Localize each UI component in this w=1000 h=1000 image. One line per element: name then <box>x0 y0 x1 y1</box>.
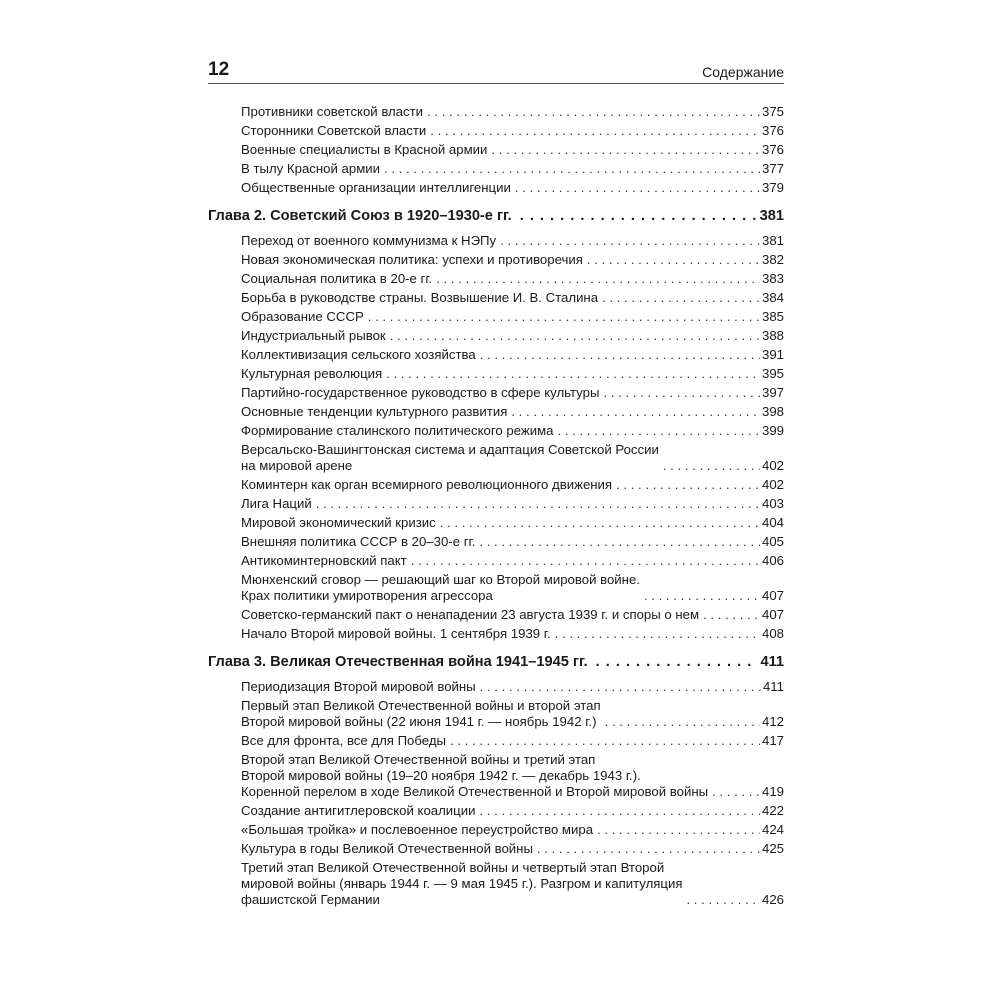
toc-entry-page: 411 <box>762 679 784 694</box>
toc-entry-text <box>241 553 407 569</box>
toc-entry-title: Внешняя политика СССР в 20–30-е гг. <box>241 534 476 549</box>
toc-entry-text <box>241 366 382 382</box>
toc-entry-page: 395 <box>761 366 784 381</box>
dot-leader <box>479 803 760 819</box>
dot-leader <box>558 423 760 439</box>
toc-entry-page: 379 <box>761 180 784 195</box>
dot-leader <box>686 892 760 908</box>
toc-entry-title-line: Версальско-Вашингтонская система и адаптация Советской России <box>241 442 659 457</box>
toc-entry-text <box>241 123 426 139</box>
toc-entry <box>241 752 784 800</box>
toc-entry-text <box>241 161 380 177</box>
toc-entry-page: 391 <box>761 347 784 362</box>
toc-entry-page: 402 <box>761 477 784 492</box>
toc-entry-text <box>241 477 612 493</box>
chapter-page: 381 <box>759 208 784 224</box>
toc-entry <box>241 698 784 730</box>
toc-entry <box>241 841 784 857</box>
toc-entry-page: 407 <box>761 588 784 603</box>
chapter-title: Глава 2. Советский Союз в 1920–1930-е гг. <box>208 208 512 224</box>
toc-entry-title-line: Мюнхенский сговор — решающий шаг ко Второй мировой войне. <box>241 572 640 587</box>
toc-entry-title: «Большая тройка» и послевоенное переустройство мира <box>241 822 594 837</box>
toc-entry-title: Новая экономическая политика: успехи и противоречия <box>241 252 583 267</box>
toc-entry <box>241 860 784 908</box>
toc-entry-title-line: Второй этап Великой Отечественной войны и третий этап <box>241 752 596 767</box>
toc-entry-title: Сторонники Советской власти <box>241 123 427 138</box>
toc-entry-page: 404 <box>761 515 784 530</box>
dot-leader <box>616 477 760 493</box>
toc-entry <box>241 366 784 382</box>
toc-entry-page: 388 <box>761 328 784 343</box>
toc-entry-text <box>241 572 640 604</box>
toc-entry-title: Противники советской власти <box>241 104 424 119</box>
toc-entry-text <box>241 752 708 800</box>
dot-leader <box>316 496 760 512</box>
toc-entry-text <box>241 104 423 120</box>
dot-leader <box>480 347 760 363</box>
toc-entry <box>241 347 784 363</box>
toc-entry-title: Периодизация Второй мировой войны <box>241 679 476 694</box>
toc-entry <box>241 607 784 623</box>
toc-entry-title-line: Второй мировой войны (19–20 ноября 1942 г. — декабрь 1943 г.). <box>241 768 641 783</box>
toc-entry-page: 375 <box>761 104 784 119</box>
toc-entry <box>241 271 784 287</box>
toc-entry <box>241 404 784 420</box>
toc-entry-text <box>241 290 598 306</box>
toc-entry-title: Второй мировой войны (22 июня 1941 г. — ноябрь 1942 г.) <box>241 714 597 729</box>
dot-leader <box>491 142 760 158</box>
toc-entry-text <box>241 841 533 857</box>
toc-entry-title: Культура в годы Великой Отечественной войны <box>241 841 533 856</box>
dot-leader <box>644 588 760 604</box>
toc-entry-page: 425 <box>761 841 784 856</box>
toc-entry-title: Антикоминтерновский пакт <box>241 553 407 568</box>
toc-entry-title: Социальная политика в 20-е гг. <box>241 271 433 286</box>
dot-leader <box>384 161 760 177</box>
toc-entry-text <box>241 423 554 439</box>
toc-entry-text <box>241 607 699 623</box>
toc-entry-page: 406 <box>761 553 784 568</box>
dot-leader <box>603 385 760 401</box>
toc-entry-text <box>241 679 476 695</box>
toc-chapter-2-entries <box>208 233 784 642</box>
toc-entry <box>241 803 784 819</box>
toc-entry-page: 412 <box>761 714 784 729</box>
toc-entry-page: 382 <box>761 252 784 267</box>
book-page <box>208 56 784 908</box>
toc-entry-page: 383 <box>761 271 784 286</box>
toc-chapter-3-heading <box>208 653 784 671</box>
toc-entry-title: В тылу Красной армии <box>241 161 380 176</box>
toc-entry <box>241 328 784 344</box>
toc-entry-page: 399 <box>761 423 784 438</box>
toc-entry-title-line: Третий этап Великой Отечественной войны и четвертый этап Второй <box>241 860 665 875</box>
toc-entry-title: Коллективизация сельского хозяйства <box>241 347 476 362</box>
toc-entry-page: 397 <box>761 385 784 400</box>
toc-entry-title: Коренной перелом в ходе Великой Отечественной и Второй мировой войны <box>241 784 709 799</box>
dot-leader <box>386 366 760 382</box>
toc-entry-title: Мировой экономический кризис <box>241 515 436 530</box>
toc-entry <box>241 233 784 249</box>
toc-entry-page: 403 <box>761 496 784 511</box>
toc-entry <box>241 385 784 401</box>
toc-entry <box>241 442 784 474</box>
toc-entry-page: 398 <box>761 404 784 419</box>
toc-entry-page: 381 <box>761 233 784 248</box>
toc-entry-page: 384 <box>761 290 784 305</box>
dot-leader <box>537 841 760 857</box>
toc-entry-text <box>241 626 551 642</box>
dot-leader <box>450 733 760 749</box>
table-of-contents <box>208 104 784 908</box>
toc-entry-title: Переход от военного коммунизма к НЭПу <box>241 233 497 248</box>
toc-entry-title: фашистской Германии <box>241 892 380 907</box>
toc-entry <box>241 626 784 642</box>
toc-entry-text <box>241 496 312 512</box>
toc-entry <box>241 252 784 268</box>
toc-entry-text <box>241 860 682 908</box>
toc-chapter-3-entries <box>208 679 784 908</box>
page-header <box>208 56 784 84</box>
toc-entry-text <box>241 347 476 363</box>
toc-entry-title: на мировой арене <box>241 458 353 473</box>
toc-entry-page: 376 <box>761 142 784 157</box>
toc-entry-title: Образование СССР <box>241 309 364 324</box>
toc-entry-text <box>241 142 487 158</box>
toc-entry <box>241 733 784 749</box>
chapter-page: 411 <box>760 654 784 670</box>
toc-entry-text <box>241 309 364 325</box>
dot-leader <box>596 653 757 671</box>
toc-entry <box>241 679 784 695</box>
toc-entry <box>241 161 784 177</box>
dot-leader <box>511 404 760 420</box>
dot-leader <box>479 534 760 550</box>
toc-entry-page: 402 <box>761 458 784 473</box>
toc-entry-title-line: Первый этап Великой Отечественной войны и второй этап <box>241 698 601 713</box>
running-title: Содержание <box>702 64 784 80</box>
toc-entry <box>241 142 784 158</box>
toc-entry-text <box>241 385 599 401</box>
toc-entry-title: Все для фронта, все для Победы <box>241 733 447 748</box>
toc-entry-title: Формирование сталинского политического режима <box>241 423 554 438</box>
page-number: 12 <box>208 59 230 80</box>
toc-entry <box>241 423 784 439</box>
toc-entry-page: 385 <box>761 309 784 324</box>
toc-entry-text <box>241 733 446 749</box>
toc-entry-title: Борьба в руководстве страны. Возвышение И. В. Сталина <box>241 290 599 305</box>
toc-chapter-2-heading <box>208 207 784 225</box>
toc-entry-title: Индустриальный рывок <box>241 328 386 343</box>
dot-leader <box>500 233 760 249</box>
toc-entry-page: 419 <box>761 784 784 799</box>
toc-entry-text <box>241 180 511 196</box>
dot-leader <box>587 252 760 268</box>
toc-entry-page: 405 <box>761 534 784 549</box>
toc-entry-title: Начало Второй мировой войны. 1 сентября 1939 г. <box>241 626 551 641</box>
dot-leader <box>703 607 760 623</box>
dot-leader <box>515 180 760 196</box>
toc-entry-title: Военные специалисты в Красной армии <box>241 142 488 157</box>
dot-leader <box>663 458 760 474</box>
toc-entry <box>241 477 784 493</box>
dot-leader <box>712 784 760 800</box>
toc-entry <box>241 534 784 550</box>
dot-leader <box>602 290 760 306</box>
toc-entry-page: 424 <box>761 822 784 837</box>
dot-leader <box>555 626 760 642</box>
dot-leader <box>480 679 761 695</box>
toc-entry-text <box>241 328 386 344</box>
toc-entry-page: 417 <box>761 733 784 748</box>
toc-entry-page: 422 <box>761 803 784 818</box>
dot-leader <box>440 515 760 531</box>
toc-entry-page: 426 <box>761 892 784 907</box>
toc-entry-page: 408 <box>761 626 784 641</box>
toc-entry-text <box>241 233 496 249</box>
toc-entry <box>241 822 784 838</box>
dot-leader <box>368 309 760 325</box>
toc-entry-text <box>241 515 436 531</box>
dot-leader <box>390 328 760 344</box>
toc-entry-title: Создание антигитлеровской коалиции <box>241 803 476 818</box>
toc-entry <box>241 496 784 512</box>
toc-entry-page: 377 <box>761 161 784 176</box>
dot-leader <box>436 271 760 287</box>
toc-entry-text <box>241 803 475 819</box>
toc-entry-text <box>241 271 432 287</box>
toc-entry <box>241 309 784 325</box>
toc-entry <box>241 572 784 604</box>
dot-leader <box>520 207 756 225</box>
toc-entry-title: Основные тенденции культурного развития <box>241 404 508 419</box>
toc-entry-title: Советско-германский пакт о ненападении 23 августа 1939 г. и споры о нем <box>241 607 700 622</box>
toc-entry-title-line: мировой войны (январь 1944 г. — 9 мая 1945 г.). Разгром и капитуляция <box>241 876 683 891</box>
toc-entry-text <box>241 252 583 268</box>
toc-entry <box>241 123 784 139</box>
toc-entry-page: 376 <box>761 123 784 138</box>
chapter-title: Глава 3. Великая Отечественная война 1941–1945 гг. <box>208 654 588 670</box>
dot-leader <box>411 553 760 569</box>
toc-entry <box>241 515 784 531</box>
toc-entry-text <box>241 442 659 474</box>
dot-leader <box>430 123 760 139</box>
toc-entry-title: Крах политики умиротворения агрессора <box>241 588 493 603</box>
toc-entry-title: Общественные организации интеллигенции <box>241 180 511 195</box>
toc-entry-title: Лига Наций <box>241 496 312 511</box>
toc-entry <box>241 180 784 196</box>
toc-entry-title: Партийно-государственное руководство в сфере культуры <box>241 385 600 400</box>
dot-leader <box>427 104 760 120</box>
dot-leader <box>605 714 760 730</box>
toc-entry <box>241 290 784 306</box>
toc-entry <box>241 553 784 569</box>
toc-entry-text <box>241 822 593 838</box>
toc-entry <box>241 104 784 120</box>
toc-entry-text <box>241 698 601 730</box>
dot-leader <box>597 822 760 838</box>
toc-entry-page: 407 <box>761 607 784 622</box>
toc-entry-text <box>241 404 507 420</box>
toc-entry-title: Культурная революция <box>241 366 383 381</box>
toc-entry-text <box>241 534 475 550</box>
toc-entry-title: Коминтерн как орган всемирного революционного движения <box>241 477 613 492</box>
toc-section-pre <box>208 104 784 196</box>
